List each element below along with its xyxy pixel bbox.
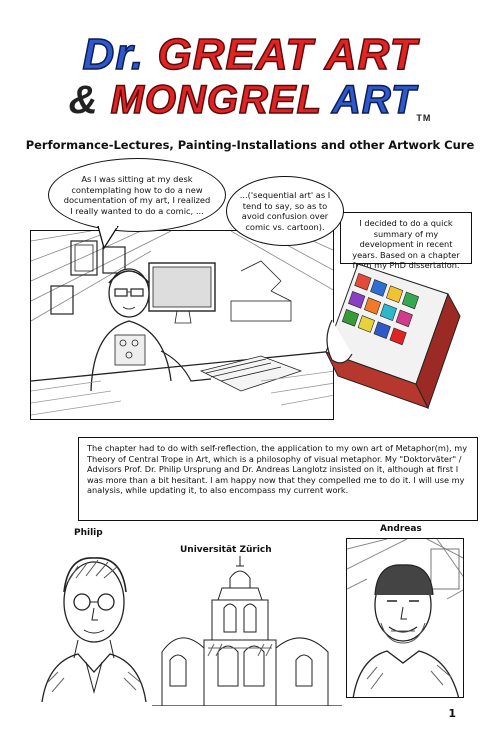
trademark-mark: TM (416, 113, 432, 123)
dissertation-book-drawing (318, 250, 468, 410)
title-art-2: ART (331, 78, 417, 122)
panel-artist-at-desk (30, 230, 334, 420)
page-number: 1 (448, 707, 456, 720)
speech-bubble-right (226, 176, 344, 246)
portrait-andreas (347, 539, 464, 698)
speech-bubble-left-tail (96, 226, 126, 250)
label-andreas: Andreas (380, 524, 422, 534)
portrait-andreas-frame (346, 538, 464, 698)
university-zurich-drawing (152, 556, 342, 706)
comic-title-line-2 (0, 78, 500, 123)
subtitle: Performance-Lectures, Painting-Installations and other Artwork Cure (25, 138, 475, 152)
label-universitat-zurich: Universität Zürich (180, 545, 272, 555)
title-art-1: ART (324, 30, 418, 79)
speech-bubble-left (48, 158, 226, 232)
portrait-philip (38, 542, 148, 702)
title-great: GREAT (157, 30, 314, 79)
title-dr: Dr. (82, 30, 145, 79)
title-ampersand: & (68, 78, 99, 122)
speech-bubble-right-text: ...('sequential art' as I tend to say, so as to avoid confusion over comic vs. cartoon). (239, 190, 331, 232)
caption-chapter (78, 437, 478, 521)
label-philip: Philip (74, 528, 103, 538)
title-mongrel: MONGREL (110, 78, 322, 122)
caption-chapter-text: The chapter had to do with self-reflection, the application to my own art of Metaphor(m), my Theory of Central Trope in Art, which is a philosophy of visual metaphor. My "Doktorväter" / Advisors Prof. Dr. Philip Ursprung and Dr. Andreas Langlotz insisted on it, although at first I was more than a bit hesitant. I am happy now that they compelled me to do it. I will use my analysis, while updating it, to also encompass my current work. (87, 443, 468, 496)
comic-title-line-1 (0, 30, 500, 80)
speech-bubble-left-text: As I was sitting at my desk contemplating how to do a new documentation of my art, I realized I really wanted to do a comic, ... (63, 174, 211, 216)
artist-at-desk-drawing (31, 231, 334, 420)
caption-summary-text: I decided to do a quick summary of my development in recent years. Based on a chapter from my PhD dissertation. (352, 218, 460, 271)
